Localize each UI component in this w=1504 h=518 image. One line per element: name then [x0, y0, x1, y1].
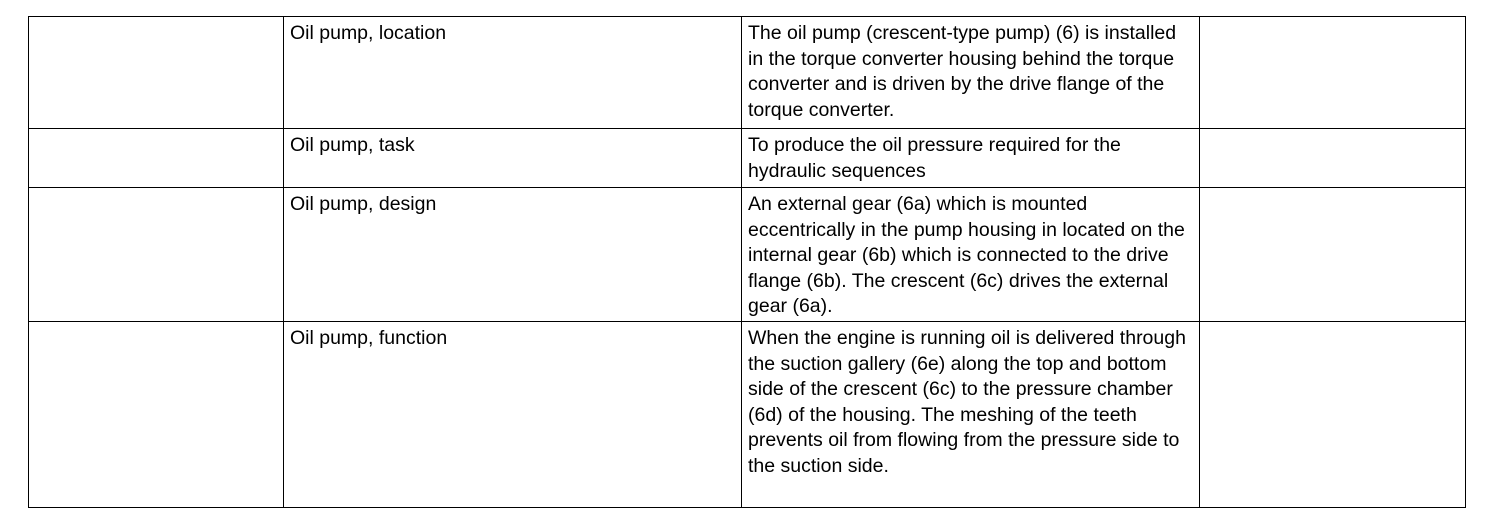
empty-cell [1200, 322, 1466, 508]
description-cell: When the engine is running oil is delivered through the suction gallery (6e) along the top and bottom side of the crescent (6c) to the pressure chamber (6d) of the housing. The meshing of the teeth prevents oil from flowing from the pressure side to the suction side. [742, 322, 1200, 508]
description-cell: The oil pump (crescent-type pump) (6) is installed in the torque converter housing behind the torque converter and is driven by the drive flange of the torque converter. [742, 17, 1200, 129]
empty-cell [1200, 17, 1466, 129]
table-row [29, 188, 1466, 322]
empty-cell [29, 129, 284, 188]
subject-cell: Oil pump, task [284, 129, 742, 188]
table-row [29, 129, 1466, 188]
empty-cell [29, 188, 284, 322]
empty-cell [29, 17, 284, 129]
subject-cell: Oil pump, design [284, 188, 742, 322]
empty-cell [1200, 188, 1466, 322]
table-row [29, 322, 1466, 508]
oil-pump-table [28, 16, 1466, 508]
description-cell: To produce the oil pressure required for the hydraulic sequences [742, 129, 1200, 188]
table-row [29, 17, 1466, 129]
description-cell: An external gear (6a) which is mounted eccentrically in the pump housing in located on the internal gear (6b) which is connected to the drive flange (6b). The crescent (6c) drives the external gear (6a). [742, 188, 1200, 322]
subject-cell: Oil pump, function [284, 322, 742, 508]
empty-cell [1200, 129, 1466, 188]
subject-cell: Oil pump, location [284, 17, 742, 129]
empty-cell [29, 322, 284, 508]
